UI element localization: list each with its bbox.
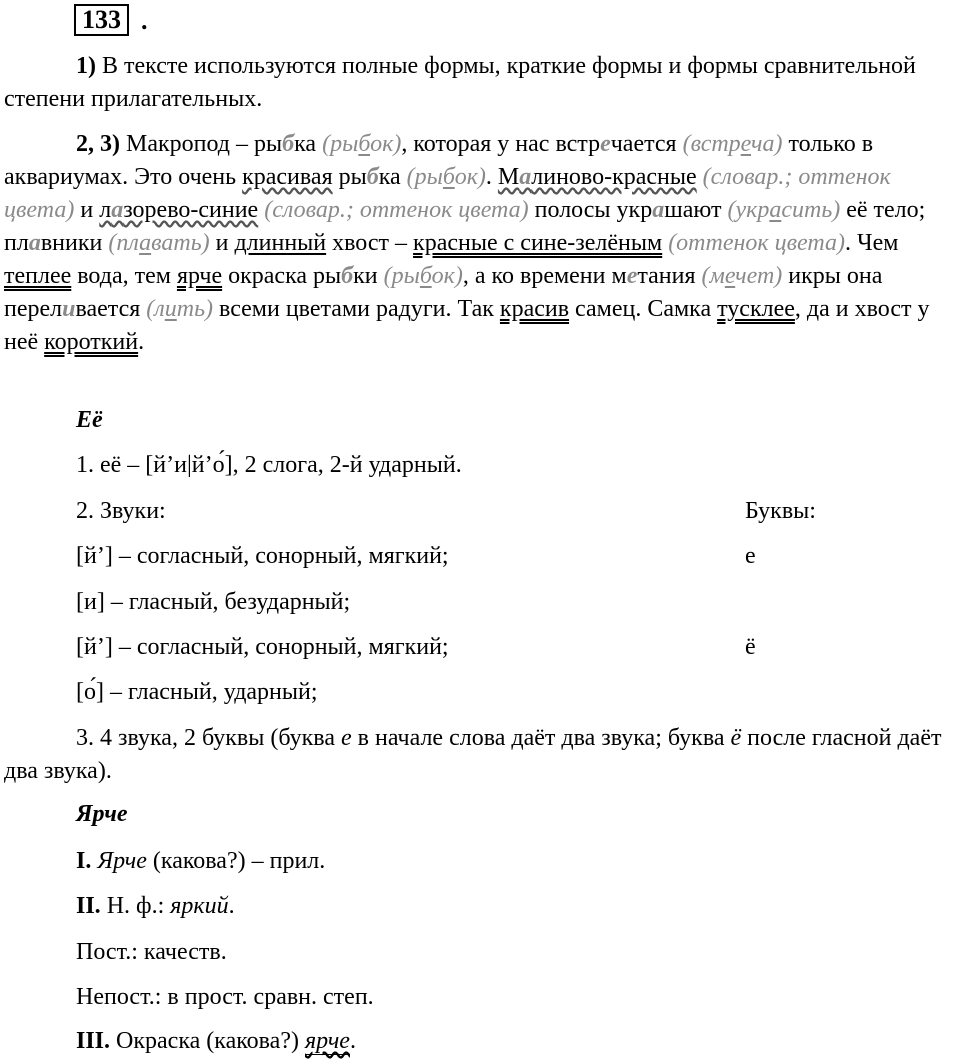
check-word — [727, 197, 840, 223]
check-word-letter: е — [724, 263, 736, 289]
adjective-underlined — [498, 164, 697, 190]
orthogram-letter: б — [282, 131, 295, 157]
sound-row-3: [й’] – согласный, сонорный, мягкий; — [76, 634, 449, 660]
check-word-part: ок) — [431, 263, 463, 289]
text-run: икры она перел — [4, 263, 883, 322]
check-word-letter: б — [419, 263, 432, 289]
text-run: Макропод – ры — [120, 131, 283, 157]
check-word-part: ть) — [176, 296, 213, 322]
adjective-underlined: тусклее — [717, 296, 795, 322]
letter-yo: ё — [730, 725, 742, 751]
roman-numeral: III. — [76, 1028, 111, 1054]
text-run: окраска ры — [222, 263, 342, 289]
sound-row-1: [й’] – согласный, сонорный, мягкий; — [76, 543, 449, 569]
text-run: всеми цветами радуги. Так — [213, 296, 500, 322]
check-word-part: ок) — [454, 164, 486, 190]
text-run: и — [209, 230, 235, 256]
text-run: хвост – — [326, 230, 414, 256]
orthogram-letter: е — [600, 131, 611, 157]
text-run: тания — [637, 263, 702, 289]
sound-row-2: [и] – гласный, безударный; — [76, 589, 351, 615]
letters-header: Буквы: — [745, 498, 816, 524]
letter-row-3: ё — [745, 634, 756, 660]
word-form: Ярче — [97, 848, 147, 874]
text-run: . — [228, 893, 235, 919]
text-run: только в аквариумах. Это очень — [4, 131, 874, 190]
check-word-part: сить) — [781, 197, 841, 223]
word-part: зорево-синие — [123, 197, 259, 223]
adjective-underlined: красив — [499, 296, 570, 322]
initial-form: яркий — [170, 893, 229, 919]
morph-line-1 — [76, 846, 325, 876]
check-word-letter: а — [769, 197, 782, 223]
check-word-part: (м — [701, 263, 725, 289]
morph-line-3: Пост.: качеств. — [76, 939, 227, 965]
check-word-part: (ры — [383, 263, 420, 289]
text-run: вода, тем — [71, 263, 177, 289]
adjective-underlined: теплее — [4, 263, 72, 289]
exercise-number-dot: . — [141, 6, 148, 35]
morph-line-2 — [76, 891, 235, 921]
text-run: , которая у нас встр — [401, 131, 601, 157]
eyo-line-1: 1. её – [й’и|й’о́], 2 слога, 2-й ударный. — [76, 452, 462, 478]
answer-1-label: 1) — [76, 53, 96, 79]
text-run: полосы укр — [528, 197, 653, 223]
adjective-underlined: короткий — [44, 329, 139, 355]
answer-1 — [4, 50, 958, 116]
adjective-underlined: красивая — [242, 164, 333, 190]
check-word — [702, 263, 783, 289]
orthogram-letter: а — [519, 164, 532, 190]
word-part: л — [99, 197, 112, 223]
letter-row-1: е — [745, 543, 756, 569]
answer-2-3-label: 2, 3) — [76, 131, 120, 157]
orthogram-letter: а — [111, 197, 124, 223]
check-word — [108, 230, 209, 256]
check-word-letter: б — [358, 131, 371, 157]
text-run: . — [349, 1028, 356, 1054]
note: (словар.; оттенок цвета) — [264, 197, 529, 223]
check-word-part: (укр — [727, 197, 770, 223]
check-word-part: (встр — [682, 131, 741, 157]
check-word-part: (ры — [322, 131, 359, 157]
note: (словар.; оттенок цвета) — [4, 164, 891, 223]
text-run: . Чем — [845, 230, 899, 256]
text-run: ки — [353, 263, 384, 289]
sounds-header: 2. Звуки: — [76, 498, 166, 524]
text-run: после гласной даёт два звука). — [4, 725, 942, 784]
check-word-letter: а — [139, 230, 152, 256]
orthogram-letter: а — [652, 197, 665, 223]
text-run: Н. ф.: — [100, 893, 171, 919]
orthogram-letter: е — [626, 263, 638, 289]
check-word-part: (л — [146, 296, 165, 322]
text-run: её тело; пл — [4, 197, 926, 256]
check-word-part: ча) — [751, 131, 783, 157]
adjective-underlined: ярче — [176, 263, 223, 289]
text-run: в начале слова даёт два звука; буква — [351, 725, 731, 751]
text-run: , а ко времени м — [462, 263, 627, 289]
exercise-number: 133 — [74, 4, 129, 36]
text-run: и — [74, 197, 100, 223]
text-run: (какова?) – прил. — [146, 848, 326, 874]
check-word-part: чет) — [735, 263, 783, 289]
check-word-part: вать) — [151, 230, 210, 256]
check-word-part: (пл — [108, 230, 140, 256]
text-run: 3. 4 звука, 2 буквы (буква — [76, 725, 341, 751]
word-title-yarche: Ярче — [76, 801, 128, 827]
text-run: ка — [294, 131, 323, 157]
orthogram-letter: а — [28, 230, 41, 256]
text-run: вники — [40, 230, 109, 256]
adjective-underlined: красные с сине-зелёным — [413, 230, 663, 256]
roman-numeral: II. — [76, 893, 101, 919]
note: (оттенок цвета) — [668, 230, 845, 256]
check-word-letter: б — [442, 164, 455, 190]
check-word — [146, 296, 213, 322]
orthogram-letter: б — [366, 164, 379, 190]
text-run: вается — [75, 296, 147, 322]
check-word-letter: и — [164, 296, 177, 322]
check-word — [407, 164, 486, 190]
sound-row-4: [о́] – гласный, ударный; — [76, 679, 318, 705]
word-title-eyo: Её — [76, 407, 103, 433]
answer-1-text: В тексте используются полные формы, краткие формы и формы сравнительной степени прилагательных. — [4, 53, 916, 112]
text-run: Окраска (какова?) — [110, 1028, 305, 1054]
adjective-underlined: длинный — [234, 230, 327, 256]
morph-line-5 — [76, 1026, 356, 1056]
check-word — [384, 263, 463, 289]
check-word — [683, 131, 783, 157]
check-word-letter: е — [740, 131, 752, 157]
text-run: . — [138, 329, 145, 355]
text-run: самец. Самка — [569, 296, 718, 322]
check-word-part: (ры — [406, 164, 443, 190]
word-part: М — [497, 164, 520, 190]
check-word-part: ок) — [370, 131, 402, 157]
orthogram-letter: и — [62, 296, 76, 322]
orthogram-letter: б — [341, 263, 354, 289]
roman-numeral: I. — [76, 848, 92, 874]
adjective-underlined — [99, 197, 258, 223]
word-part: линово-красные — [531, 164, 697, 190]
morph-line-4: Непост.: в прост. сравн. степ. — [76, 984, 374, 1010]
predicate-word: ярче — [304, 1028, 350, 1054]
check-word — [322, 131, 401, 157]
text-analysis — [4, 128, 958, 359]
text-run: ка — [378, 164, 407, 190]
text-run: ры — [332, 164, 367, 190]
text-run: шают — [664, 197, 728, 223]
eyo-line-3 — [4, 722, 958, 788]
text-run: . — [485, 164, 498, 190]
letter-e: е — [340, 725, 352, 751]
text-run: чается — [610, 131, 683, 157]
text-run: , да и хвост у неё — [4, 296, 930, 355]
